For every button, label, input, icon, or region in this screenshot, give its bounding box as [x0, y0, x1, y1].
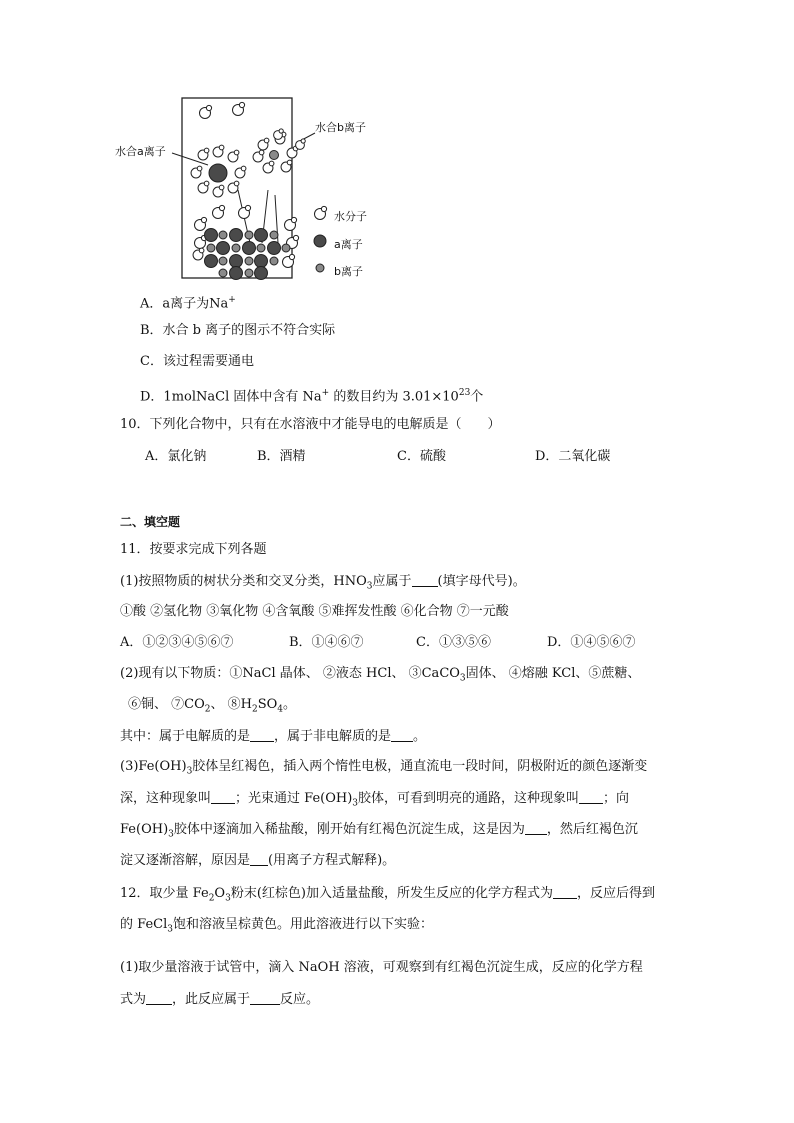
q11-p3-l2-pre: 深，这种现象叫 — [120, 791, 212, 806]
q12-l1-mid: 粉末(红棕色)加入适量盐酸，所发生反应的化学方程式为 — [230, 886, 553, 901]
q11-p3-l3-mid: 胶体中逐滴加入稀盐酸，刚开始有红褐色沉淀生成，这是因为 — [173, 822, 525, 837]
water-hydrogen — [245, 205, 250, 210]
q11-p3-l4-post: (用离子方程式解释)。 — [268, 853, 396, 868]
water-hydrogen — [201, 217, 206, 222]
water-hydrogen — [204, 181, 209, 186]
legend-water-label: 水分子 — [334, 210, 367, 223]
water-hydrogen — [206, 105, 211, 110]
b-ion — [270, 151, 279, 160]
water-hydrogen — [293, 235, 298, 240]
answer-blank[interactable] — [412, 572, 438, 587]
q11-part2-question — [120, 727, 426, 746]
a-ion — [230, 255, 243, 268]
q11-option-a: A．①②③④⑤⑥⑦ — [120, 635, 234, 650]
q11-part2-line2 — [128, 696, 296, 719]
q12-p1-l2-post: 反应。 — [280, 992, 320, 1007]
q11-stem: 11．按要求完成下列各题 — [120, 542, 267, 557]
q11-p2-l2-sub2: 2 — [251, 704, 258, 715]
figure — [110, 95, 390, 285]
b-ion — [257, 244, 265, 252]
q11-p2-l1-post: 固体、 ④熔融 KCl、⑤蔗糖、 — [465, 666, 641, 681]
q9-option-a-text: A．a离子为Na — [140, 296, 229, 312]
water-hydrogen — [301, 139, 305, 143]
q9-option-d-exp: 23 — [458, 388, 471, 398]
water-hydrogen — [234, 181, 239, 186]
answer-blank[interactable] — [146, 990, 172, 1005]
q11-part3-line4 — [120, 851, 395, 870]
q11-part2-line1 — [120, 665, 640, 688]
water-hydrogen — [197, 166, 202, 171]
q9-option-a-sup: + — [228, 295, 236, 305]
q9-option-d-post: 个 — [470, 389, 484, 405]
q11-part1 — [120, 572, 526, 596]
q11-p2-q-mid: ，属于非电解质的是 — [274, 729, 392, 744]
legend-a-icon — [314, 235, 326, 247]
q12-l1-sub2: 3 — [225, 893, 231, 904]
label-hydrated-a: 水合a离子 — [115, 145, 166, 158]
q11-items: ①酸 ②氢化物 ③氧化物 ④含氧酸 ⑤难挥发性酸 ⑥化合物 ⑦一元酸 — [120, 604, 509, 619]
legend-a-label: a离子 — [334, 238, 363, 251]
water-hydrogen — [241, 166, 246, 171]
answer-blank[interactable] — [525, 820, 547, 835]
q11-option-d: D．①④⑤⑥⑦ — [547, 635, 636, 650]
q12-line2 — [120, 916, 433, 939]
b-ion — [270, 257, 278, 265]
q11-p3-l2-mid2: 胶体，可看到明亮的通路，这种现象叫 — [358, 791, 580, 806]
answer-blank[interactable] — [211, 789, 235, 804]
q11-p2-l2-mid2: SO — [257, 697, 278, 712]
a-ion — [230, 267, 243, 280]
water-hydrogen — [234, 150, 239, 155]
q9-option-b: B．水合 b 离子的图示不符合实际 — [140, 323, 336, 338]
q11-option-c: C．①③⑤⑥ — [416, 635, 491, 650]
b-ion — [245, 231, 253, 239]
q12-l1-mid0: O — [214, 886, 226, 901]
answer-blank[interactable] — [250, 990, 280, 1005]
b-ion — [282, 244, 290, 252]
q11-p3-l4-pre: 淀又逐渐溶解，原因是 — [120, 853, 251, 868]
q11-p3-l1-post: 胶体呈红褐色，插入两个惰性电极，通直流电一段时间，阴极附近的颜色逐渐变 — [192, 759, 648, 774]
answer-blank[interactable] — [391, 727, 413, 742]
q11-p3-l3-post: ，然后红褐色沉 — [546, 822, 638, 837]
q11-p3-l2-post: ；向 — [603, 791, 630, 806]
q11-p2-l1: (2)现有以下物质：①NaCl 晶体、 ②液态 HCl、 ③CaCO — [120, 666, 460, 681]
q12-l2-sub: 3 — [167, 924, 173, 935]
q9-option-c: C．该过程需要通电 — [140, 354, 254, 369]
q11-p2-l2-mid: 、 ⑧H — [210, 697, 252, 712]
q11-p3-l1-sub: 3 — [186, 766, 193, 777]
answer-blank[interactable] — [553, 884, 577, 899]
water-hydrogen — [259, 150, 264, 155]
label-hydrated-b: 水合b离子 — [315, 121, 366, 134]
b-ion — [219, 269, 227, 277]
water-hydrogen — [289, 254, 294, 259]
b-ion — [219, 257, 227, 265]
q12-part1-line2 — [120, 990, 319, 1009]
q11-p3-l2-sub: 3 — [352, 798, 359, 809]
a-ion — [209, 164, 227, 182]
water-hydrogen — [287, 160, 292, 165]
q11-p3-l1-pre: (3)Fe(OH) — [120, 759, 187, 774]
q11-p2-l2-sub1: 2 — [204, 704, 211, 715]
b-ion — [270, 231, 278, 239]
q11-p1-sub: 3 — [366, 581, 373, 592]
section-title: 二、填空题 — [120, 515, 181, 529]
a-ion — [268, 242, 281, 255]
q10-option-d: D．二氧化碳 — [535, 449, 611, 464]
a-ion — [255, 255, 268, 268]
q11-p3-l3-sub: 3 — [168, 829, 174, 840]
water-hydrogen — [269, 161, 274, 166]
q12-p1-l2-mid: ，此反应属于 — [172, 992, 251, 1007]
a-ion — [243, 242, 256, 255]
q11-p3-l2-mid: ；光束通过 Fe(OH) — [235, 791, 353, 806]
q11-p2-l2-sub3: 4 — [277, 704, 284, 715]
b-ion — [245, 257, 253, 265]
water-hydrogen — [219, 205, 224, 210]
q12-l1-post: ，反应后得到 — [576, 886, 655, 901]
q10-option-a: A．氯化钠 — [145, 449, 207, 464]
answer-blank[interactable] — [250, 727, 274, 742]
q9-option-d — [140, 384, 483, 406]
water-hydrogen — [219, 145, 224, 150]
q10-option-b: B．酒精 — [257, 449, 306, 464]
q9-option-d-mid: 的数目约为 3.01×10 — [329, 389, 459, 405]
water-hydrogen — [219, 185, 224, 190]
q11-p2-l1-sub: 3 — [459, 673, 466, 684]
a-ion — [205, 255, 218, 268]
water-hydrogen — [279, 129, 283, 133]
q9-option-d-sup: + — [321, 388, 330, 398]
q11-p1-pre: (1)按照物质的树状分类和交叉分类，HNO — [120, 574, 367, 589]
water-hydrogen — [239, 102, 244, 107]
q11-p3-l3-pre: Fe(OH) — [120, 822, 169, 837]
answer-blank[interactable] — [250, 851, 268, 866]
b-ion — [219, 231, 227, 239]
a-ion — [205, 229, 218, 242]
b-ion — [207, 244, 215, 252]
water-hydrogen — [204, 148, 209, 153]
a-ion — [230, 229, 243, 242]
b-ion — [232, 244, 240, 252]
q12-part1-line1: (1)取少量溶液于试管中，滴入 NaOH 溶液，可观察到有红褐色沉淀生成，反应的化学方程 — [120, 960, 643, 975]
q9-option-d-pre: D．1molNaCl 固体中含有 Na — [140, 389, 322, 405]
q11-p1-post: (填字母代号)。 — [437, 574, 526, 589]
q11-p2-q-post: 。 — [413, 729, 427, 744]
q12-l2-pre: 的 FeCl — [120, 917, 168, 932]
answer-blank[interactable] — [579, 789, 603, 804]
legend-b-icon — [316, 264, 324, 272]
q12-l1-pre: 12．取少量 Fe — [120, 886, 209, 901]
q10-stem: 10．下列化合物中，只有在水溶液中才能导电的电解质是（ ） — [120, 417, 501, 432]
q11-part3-line3 — [120, 820, 638, 844]
q11-part3-line2 — [120, 789, 629, 813]
q11-p2-l2-post: 。 — [283, 697, 297, 712]
q12-line1 — [120, 884, 655, 908]
q12-l1-sub1: 2 — [208, 893, 215, 904]
q11-option-b: B．①④⑥⑦ — [289, 635, 364, 650]
a-ion — [255, 229, 268, 242]
q11-p1-mid: 应属于 — [372, 574, 412, 589]
q12-l2-post: 饱和溶液呈棕黄色。用此溶液进行以下实验： — [172, 917, 433, 932]
legend-b-label: b离子 — [334, 265, 363, 278]
a-ion — [255, 267, 268, 280]
q11-part3-line1 — [120, 758, 647, 781]
a-ion — [217, 242, 230, 255]
water-hydrogen — [321, 206, 326, 211]
water-hydrogen — [199, 248, 204, 253]
q10-option-c: C．硫酸 — [397, 449, 446, 464]
q12-p1-l2-pre: 式为 — [120, 992, 147, 1007]
b-ion — [245, 269, 253, 277]
q11-p2-l2-pre: ⑥铜、 ⑦CO — [128, 697, 205, 712]
water-hydrogen — [291, 217, 296, 222]
water-hydrogen — [264, 138, 269, 143]
q9-option-a — [140, 291, 236, 313]
q11-p2-q-pre: 其中：属于电解质的是 — [120, 729, 251, 744]
